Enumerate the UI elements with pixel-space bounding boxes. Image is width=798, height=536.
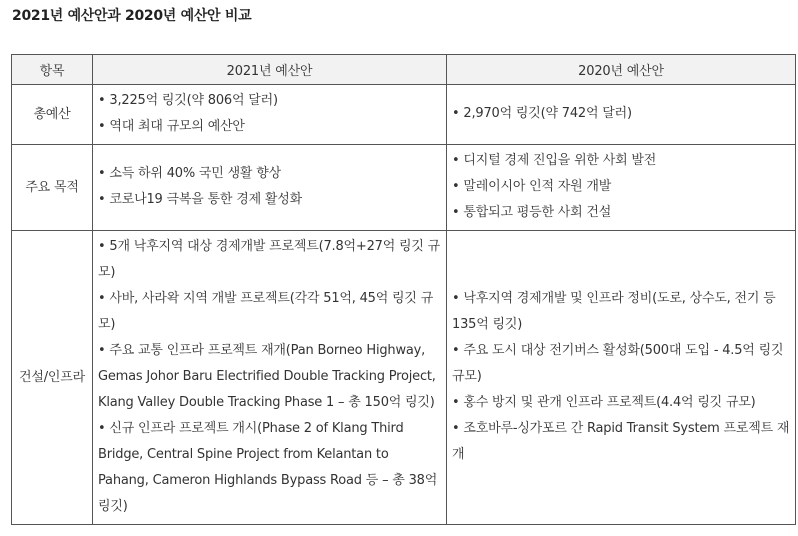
list-item: • 말레이시아 인적 자원 개발 xyxy=(452,174,791,200)
list-item: • 낙후지역 경제개발 및 인프라 정비(도로, 상수도, 전기 등 135억 링깃) xyxy=(452,286,791,338)
table-header-row xyxy=(12,55,796,85)
table-row-main-purpose xyxy=(12,145,796,231)
list-item: • 코로나19 극복을 통한 경제 활성화 xyxy=(98,187,442,213)
list-item: • 사바, 사라왁 지역 개발 프로젝트(각각 51억, 45억 링깃 규모) xyxy=(98,286,442,338)
table-row-infrastructure xyxy=(12,231,796,525)
row-label-infrastructure xyxy=(12,231,93,525)
bullet-list xyxy=(452,286,791,468)
cell-2021-infrastructure xyxy=(93,231,447,525)
header-2021: 2021년 예산안 xyxy=(93,55,447,85)
list-item: • 신규 인프라 프로젝트 개시(Phase 2 of Klang Third Bridge, Central Spine Project from Kelantan to Pahang, Cameron Highlands Bypass Road 등 – 총 38억 링깃) xyxy=(98,416,442,520)
bullet-list xyxy=(98,234,442,520)
list-item: • 디지털 경제 진입을 위한 사회 발전 xyxy=(452,148,791,174)
row-label-main-purpose: 주요 목적 xyxy=(12,145,93,231)
budget-comparison-table xyxy=(11,54,796,525)
table-row-total-budget xyxy=(12,85,796,145)
list-item: • 5개 낙후지역 대상 경제개발 프로젝트(7.8억+27억 링깃 규모) xyxy=(98,234,442,286)
bullet-list xyxy=(452,148,791,226)
row-label-total-budget: 총예산 xyxy=(12,85,93,145)
list-item: • 통합되고 평등한 사회 건설 xyxy=(452,200,791,226)
cell-2020-infrastructure xyxy=(447,231,796,525)
cell-2021-main-purpose xyxy=(93,145,447,231)
list-item: • 소득 하위 40% 국민 생활 향상 xyxy=(98,161,442,187)
list-item: • 2,970억 링깃(약 742억 달러) xyxy=(452,101,791,127)
header-item: 항목 xyxy=(12,55,93,85)
bullet-list xyxy=(98,88,442,140)
list-item: • 홍수 방지 및 관개 인프라 프로젝트(4.4억 링깃 규모) xyxy=(452,390,791,416)
list-item: • 주요 교통 인프라 프로젝트 재개(Pan Borneo Highway, Gemas Johor Baru Electrified Double Tracking Project, Klang Valley Double Tracking Phase 1 – 총 150억 링깃) xyxy=(98,338,442,416)
bullet-list xyxy=(98,161,442,213)
list-item: • 3,225억 링깃(약 806억 달러) xyxy=(98,88,442,114)
cell-2020-main-purpose xyxy=(447,145,796,231)
cell-2021-total-budget xyxy=(93,85,447,145)
list-item: • 조호바루-싱가포르 간 Rapid Transit System 프로젝트 재개 xyxy=(452,416,791,468)
page-title: 2021년 예산안과 2020년 예산안 비교 xyxy=(12,8,252,24)
list-item: • 역대 최대 규모의 예산안 xyxy=(98,114,442,140)
list-item: • 주요 도시 대상 전기버스 활성화(500대 도입 - 4.5억 링깃 규모) xyxy=(452,338,791,390)
cell-2020-total-budget xyxy=(447,85,796,145)
row-label-text: 건설/인프라 xyxy=(19,369,85,385)
bullet-list xyxy=(452,101,791,127)
header-2020: 2020년 예산안 xyxy=(447,55,796,85)
